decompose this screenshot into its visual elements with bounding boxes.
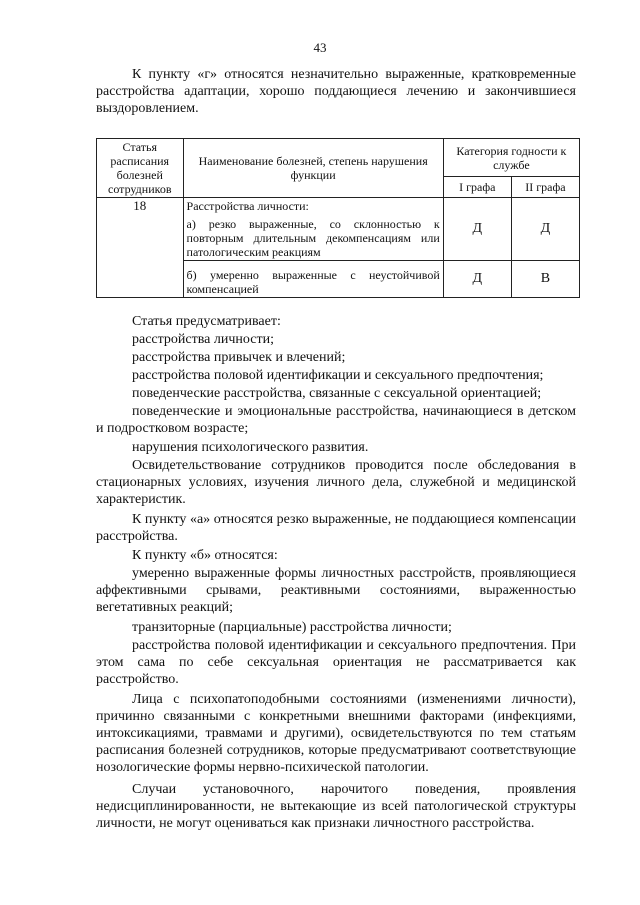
list-item: поведенческие и эмоциональные расстройства, начинающиеся в детском и подростковом возрасте; [96, 404, 576, 436]
list-item: расстройства личности; [132, 332, 274, 347]
article-intro: Статья предусматривает: [132, 314, 281, 329]
header-column-1: I графа [443, 177, 511, 198]
category-b-col2: В [511, 261, 579, 298]
psychopathic-paragraph: Лица с психопатоподобными состояниями (изменениями личности), причинно связанными с конкретными внешними факторами (инфекциями, интоксикациями, травмами и другими), освидетельствуются по тем статьям расписания болезней сотрудников, которые предусматривают соответствующие нозологические формы нервно-психической патологии. [96, 692, 576, 775]
header-disease-name: Наименование болезней, степень нарушения функции [183, 139, 443, 198]
point-b-item-2: транзиторные (парциальные) расстройства личности; [132, 620, 452, 635]
diagnosis-title: Расстройства личности: [186, 199, 309, 213]
page-number: 43 [313, 40, 327, 55]
diagnosis-cell-b [183, 261, 443, 298]
header-article: Статья расписания болезней сотрудников [97, 139, 184, 198]
list-item: нарушения психологического развития. [132, 440, 369, 455]
article-number: 18 [97, 198, 184, 298]
list-item: расстройства половой идентификации и сексуального предпочтения; [132, 368, 544, 383]
diagnosis-subitem-b: б) умеренно выраженные с неустойчивой компенсацией [186, 268, 440, 296]
category-a-col1: Д [443, 198, 511, 261]
diagnosis-subitem-a: а) резко выраженные, со склонностью к повторным длительным декомпенсациям или патологическим реакциям [186, 217, 440, 259]
list-item: поведенческие расстройства, связанные с сексуальной ориентацией; [132, 386, 542, 401]
category-b-col1: Д [443, 261, 511, 298]
category-a-col2: Д [511, 198, 579, 261]
table-header-row [97, 139, 580, 177]
diagnosis-cell-a [183, 198, 443, 261]
table-row [97, 198, 580, 261]
intro-paragraph: К пункту «г» относятся незначительно выраженные, кратковременные расстройства адаптации, хорошо поддающиеся лечению и закончившиеся выздоровлением. [96, 67, 576, 116]
point-a-paragraph: К пункту «а» относятся резко выраженные, не поддающиеся компенсации расстройства. [96, 512, 576, 544]
examination-paragraph: Освидетельствование сотрудников проводится после обследования в стационарных условиях, изучения личного дела, служебной и медицинской характеристик. [96, 458, 576, 507]
cases-paragraph: Случаи установочного, нарочитого поведения, проявления недисциплинированности, не вытекающие из всей патологической структуры личности, не могут оцениваться как признаки личностного расстройства. [96, 782, 576, 831]
point-b-item-1: умеренно выраженные формы личностных расстройств, проявляющиеся аффективными срывами, реактивными состояниями, выраженностью вегетативных реакций; [96, 566, 576, 615]
point-b-item-3: расстройства половой идентификации и сексуального предпочтения. При этом сама по себе сексуальная ориентация не рассматривается как расстройство. [96, 638, 576, 687]
list-item: расстройства привычек и влечений; [132, 350, 346, 365]
header-column-2: II графа [511, 177, 579, 198]
header-fitness-category: Категория годности к службе [443, 139, 579, 177]
disease-schedule-table [96, 138, 580, 298]
point-b-intro: К пункту «б» относятся: [132, 548, 278, 563]
